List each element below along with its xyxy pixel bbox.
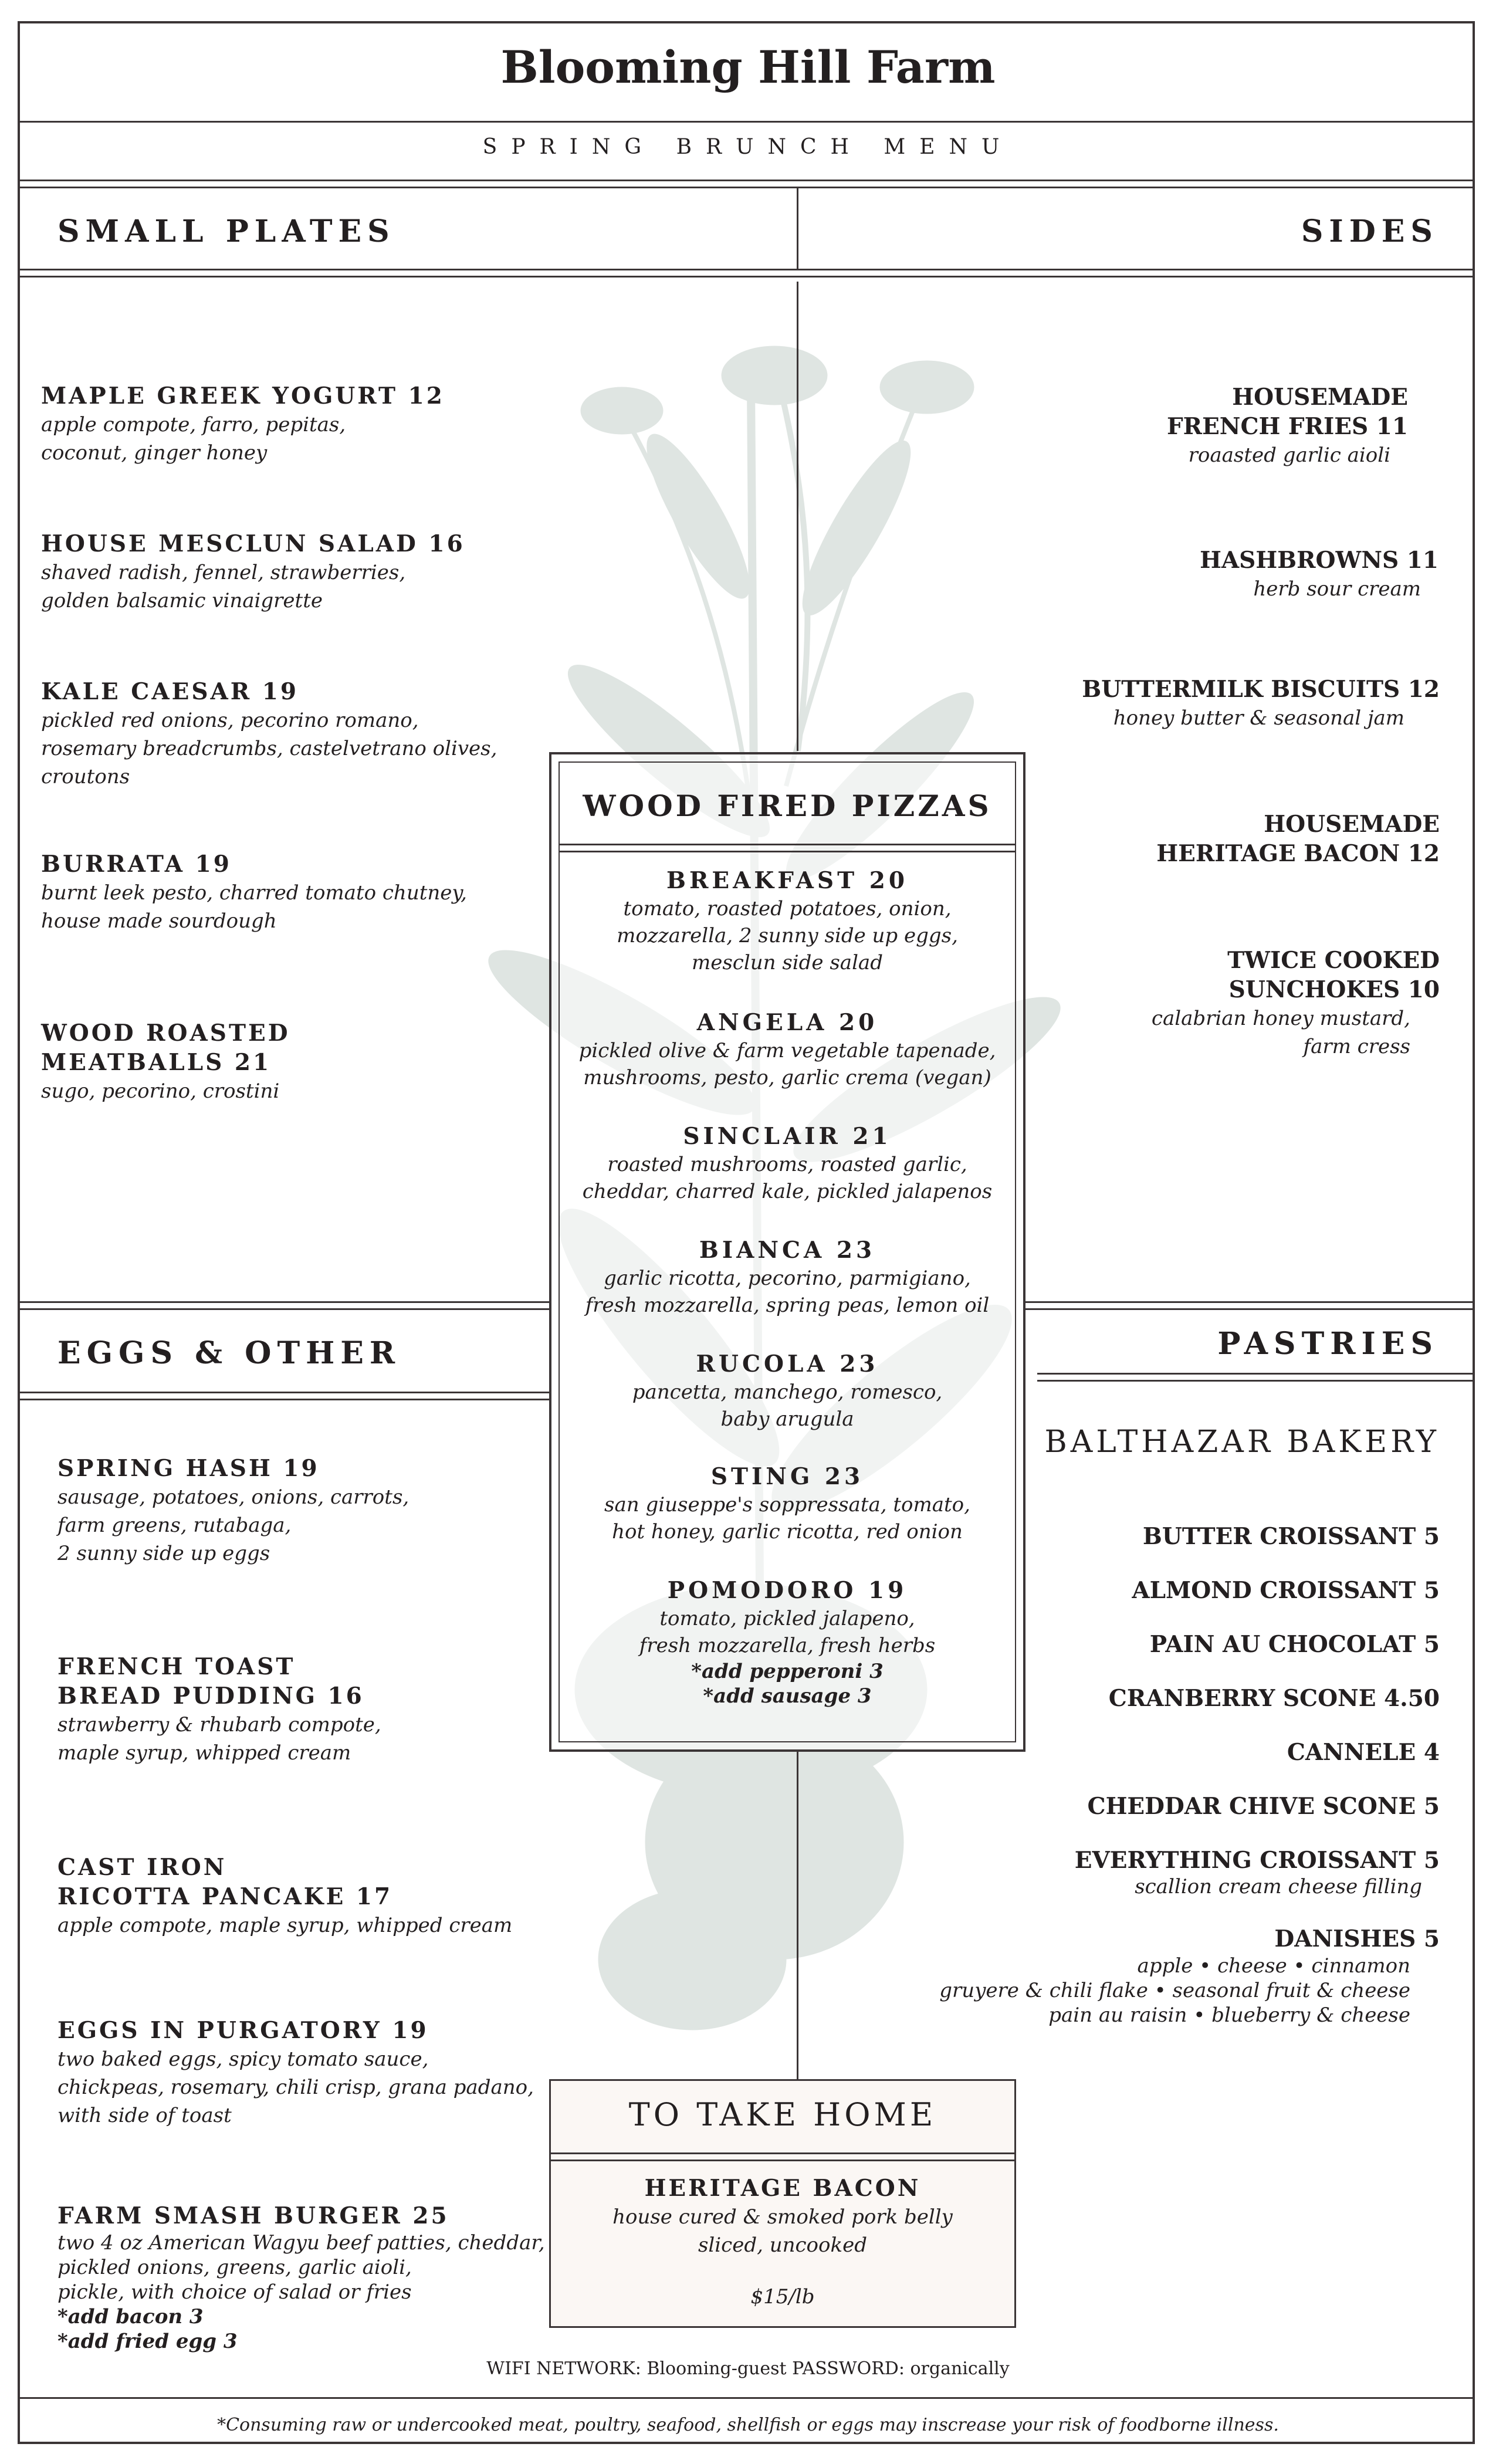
item-name: HOUSEMADE FRENCH FRIES 11 <box>1166 384 1408 440</box>
wifi-info: WIFI NETWORK: Blooming-guest PASSWORD: organically <box>486 2358 1010 2379</box>
list-item <box>939 1924 1440 2028</box>
divider <box>1037 1380 1475 1382</box>
item-description: strawberry & rhubarb compote, maple syrup, whipped cream <box>57 1713 381 1765</box>
list-item <box>41 381 569 467</box>
item-description: san giuseppe's soppressata, tomato, hot honey, garlic ricotta, red onion <box>604 1493 970 1544</box>
item-name: BIANCA 23 <box>699 1237 876 1264</box>
item-description: herb sour cream <box>1253 577 1421 601</box>
item-name: ANGELA 20 <box>696 1009 878 1036</box>
item-price: $15/lb <box>750 2285 815 2309</box>
divider <box>797 282 798 751</box>
item-name: CANNELE 4 <box>1287 1739 1440 1766</box>
item-name: FARM SMASH BURGER 25 <box>57 2202 449 2229</box>
divider <box>1025 1308 1475 1310</box>
item-description: burnt leek pesto, charred tomato chutney, house made sourdough <box>41 881 467 933</box>
item-name: DANISHES 5 <box>1274 1925 1440 1952</box>
divider <box>18 121 1475 123</box>
divider <box>18 276 1475 277</box>
item-name: CAST IRON RICOTTA PANCAKE 17 <box>57 1854 393 1910</box>
item-name: HASHBROWNS 11 <box>1200 547 1439 574</box>
item-description: roasted mushrooms, roasted garlic, cheddar, charred kale, pickled jalapenos <box>582 1153 993 1203</box>
list-item <box>1150 1630 1440 1659</box>
item-name: STING 23 <box>710 1463 864 1490</box>
item-name: EGGS IN PURGATORY 19 <box>57 2017 429 2044</box>
list-item <box>912 675 1440 732</box>
item-name: RUCOLA 23 <box>696 1351 879 1377</box>
section-title-small-plates: SMALL PLATES <box>57 214 395 249</box>
list-item <box>551 1236 1023 1319</box>
item-name: BUTTER CROISSANT 5 <box>1142 1523 1440 1550</box>
divider <box>797 1752 798 2079</box>
divider <box>559 844 1016 845</box>
divider <box>18 269 1475 270</box>
item-description: pancetta, manchego, romesco, baby arugula <box>632 1380 943 1431</box>
item-name: HOUSEMADE HERITAGE BACON 12 <box>1156 811 1440 867</box>
item-description: house cured & smoked pork belly sliced, uncooked <box>612 2205 953 2257</box>
item-description: sugo, pecorino, crostini <box>41 1079 280 1103</box>
item-name: BUTTERMILK BISCUITS 12 <box>1082 676 1440 703</box>
item-description: garlic ricotta, pecorino, parmigiano, fresh mozzarella, spring peas, lemon oil <box>585 1267 990 1317</box>
list-item <box>41 849 569 935</box>
list-item <box>551 1008 1023 1091</box>
list-item <box>57 1652 585 1767</box>
item-description: pickled red onions, pecorino romano, rosemary breadcrumbs, castelvetrano olives, croutons <box>41 709 497 788</box>
list-item <box>551 1576 1023 1708</box>
pizza-box <box>549 752 1025 1752</box>
item-name: BURRATA 19 <box>41 851 232 878</box>
menu-subtitle: SPRING BRUNCH MENU <box>482 135 1014 159</box>
item-description: honey butter & seasonal jam <box>1113 706 1404 730</box>
list-item <box>551 1462 1023 1545</box>
section-title-pizzas: WOOD FIRED PIZZAS <box>583 788 992 823</box>
section-title-eggs-other: EGGS & OTHER <box>57 1335 401 1371</box>
item-description: two baked eggs, spicy tomato sauce, chickpeas, rosemary, chili crisp, grana padano, with side of toast <box>57 2047 534 2127</box>
item-name: FRENCH TOAST BREAD PUDDING 16 <box>57 1653 364 1710</box>
item-name: SPRING HASH 19 <box>57 1455 320 1482</box>
list-item <box>57 2016 585 2130</box>
item-description: tomato, roasted potatoes, onion, mozzarella, 2 sunny side up eggs, mesclun side salad <box>617 897 958 974</box>
list-item <box>1109 1684 1440 1713</box>
divider <box>1037 1373 1475 1375</box>
item-name: BREAKFAST 20 <box>666 867 908 894</box>
item-name: SINCLAIR 21 <box>683 1123 892 1150</box>
item-description: tomato, pickled jalapeno, fresh mozzarella, fresh herbs <box>639 1607 936 1657</box>
list-item <box>41 677 569 791</box>
divider <box>559 851 1016 852</box>
item-name: POMODORO 19 <box>667 1577 908 1604</box>
list-item <box>57 1853 585 1940</box>
divider <box>18 180 1475 181</box>
divider <box>551 2160 1014 2161</box>
item-description: shaved radish, fennel, strawberries, golden balsamic vinaigrette <box>41 561 406 612</box>
list-item <box>997 383 1408 469</box>
list-item <box>970 946 1440 1061</box>
item-name: EVERYTHING CROISSANT 5 <box>1074 1847 1440 1874</box>
list-item <box>57 2201 585 2354</box>
item-addon: *add bacon 3 *add fried egg 3 <box>57 2305 238 2353</box>
list-item <box>41 1018 569 1105</box>
list-item <box>1287 1738 1440 1767</box>
divider <box>797 187 798 270</box>
item-description: apple • cheese • cinnamon gruyere & chili flake • seasonal fruit & cheese pain au raisin • blueberry & cheese <box>939 1954 1410 2027</box>
item-name: KALE CAESAR 19 <box>41 678 299 705</box>
section-title-sides: SIDES <box>1301 214 1439 249</box>
item-name: HERITAGE BACON <box>644 2175 921 2202</box>
take-home-box <box>549 2079 1016 2328</box>
health-disclaimer: *Consuming raw or undercooked meat, poultry, seafood, shellfish or eggs may inscrease your risk of foodborne illness. <box>217 2415 1279 2435</box>
list-item <box>551 1122 1023 1205</box>
divider <box>551 2152 1014 2154</box>
item-description: calabrian honey mustard, farm cress <box>1151 1007 1410 1058</box>
bakery-name: BALTHAZAR BAKERY <box>1044 1424 1440 1460</box>
list-item <box>1143 1522 1440 1551</box>
list-item <box>41 529 569 615</box>
section-title-pastries: PASTRIES <box>1217 1326 1439 1362</box>
list-item <box>57 1454 585 1568</box>
item-name: TWICE COOKED SUNCHOKES 10 <box>1227 947 1440 1003</box>
divider <box>18 187 1475 188</box>
list-item <box>970 810 1440 868</box>
item-description: scallion cream cheese filling <box>1135 1875 1422 1898</box>
list-item <box>1075 1846 1440 1898</box>
divider <box>18 1308 549 1310</box>
restaurant-title: Blooming Hill Farm <box>500 41 996 93</box>
list-item <box>551 1349 1023 1433</box>
section-title-take-home: TO TAKE HOME <box>628 2096 937 2133</box>
divider <box>18 1399 549 1400</box>
item-name: CRANBERRY SCONE 4.50 <box>1108 1685 1440 1712</box>
item-name: CHEDDAR CHIVE SCONE 5 <box>1087 1793 1440 1820</box>
item-description: roaasted garlic aioli <box>1188 444 1390 467</box>
item-addon: *add pepperoni 3 *add sausage 3 <box>691 1660 884 1708</box>
item-name: MAPLE GREEK YOGURT 12 <box>41 383 445 409</box>
item-description: apple compote, farro, pepitas, coconut, ginger honey <box>41 413 346 465</box>
divider <box>18 2397 1475 2399</box>
item-name: HOUSE MESCLUN SALAD 16 <box>41 530 465 557</box>
list-item <box>969 546 1439 603</box>
item-description: pickled olive & farm vegetable tapenade, mushrooms, pesto, garlic crema (vegan) <box>578 1039 996 1089</box>
item-name: PAIN AU CHOCOLAT 5 <box>1149 1631 1440 1658</box>
divider <box>1025 1301 1475 1303</box>
item-description: two 4 oz American Wagyu beef patties, cheddar, pickled onions, greens, garlic aioli, pickle, with choice of salad or fries <box>57 2231 545 2304</box>
divider <box>18 1301 549 1303</box>
list-item <box>551 866 1023 976</box>
item-name: WOOD ROASTED MEATBALLS 21 <box>41 1020 290 1076</box>
list-item <box>1088 1792 1440 1821</box>
item-description: sausage, potatoes, onions, carrots, farm greens, rutabaga, 2 sunny side up eggs <box>57 1485 409 1565</box>
item-description: apple compote, maple syrup, whipped cream <box>57 1914 513 1937</box>
list-item <box>1132 1576 1440 1605</box>
list-item <box>551 2174 1014 2311</box>
divider <box>18 1392 549 1393</box>
item-name: ALMOND CROISSANT 5 <box>1132 1577 1440 1604</box>
